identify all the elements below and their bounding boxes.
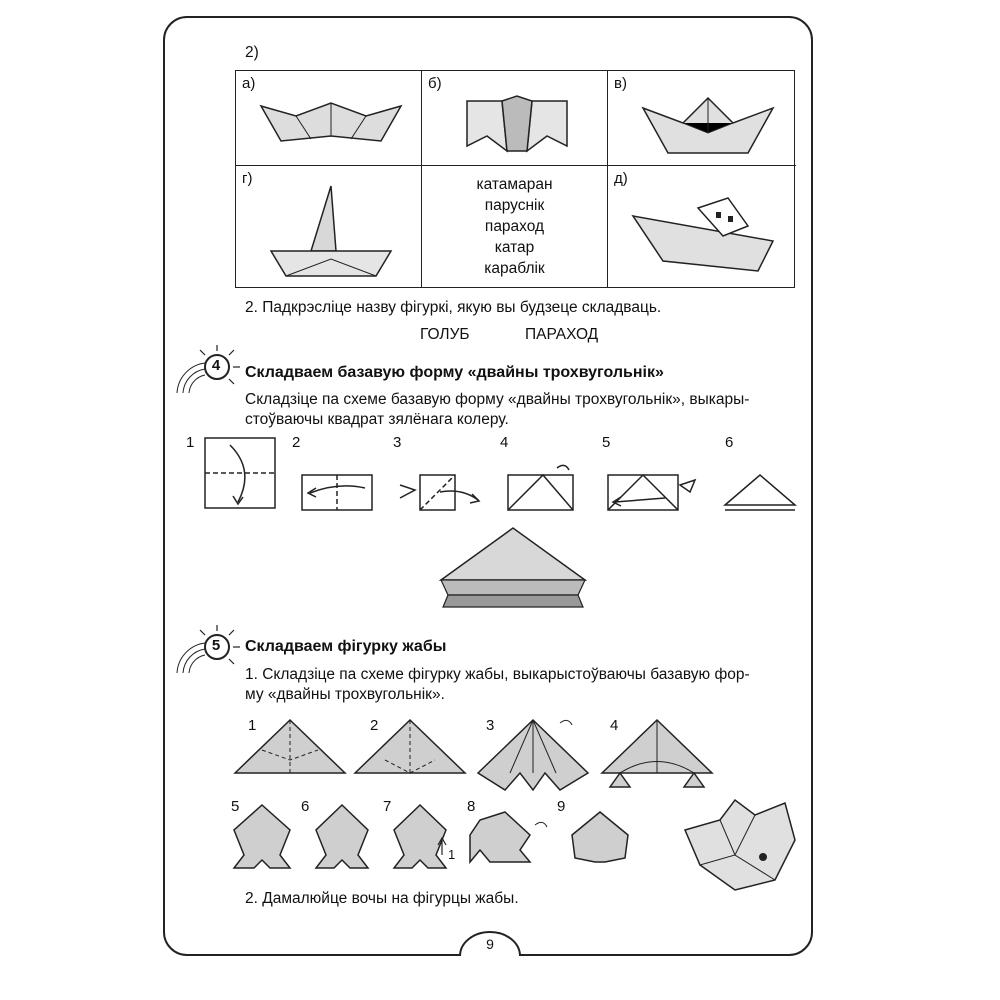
ship-image	[628, 186, 778, 276]
double-triangle-image	[438, 525, 588, 615]
name-item: паруснік	[484, 197, 545, 214]
cell-names	[422, 166, 608, 287]
sun-badge-icon	[175, 345, 243, 395]
cell-label: б)	[428, 75, 442, 92]
boat-table	[235, 70, 795, 288]
steamboat-image	[638, 93, 778, 158]
name-item: параход	[484, 218, 545, 235]
cell-label: а)	[242, 75, 256, 92]
step-number: 2	[370, 717, 379, 734]
cell-g	[236, 166, 422, 287]
fold-mark: 1	[448, 847, 456, 862]
section-number-badge: 4	[211, 357, 221, 374]
step-number: 8	[467, 798, 476, 815]
step-number: 4	[500, 434, 509, 451]
choice-dove: ГОЛУБ	[420, 326, 470, 343]
name-item: катамаран	[476, 176, 553, 193]
step-number: 6	[301, 798, 310, 815]
sailing-boat-image	[266, 181, 396, 281]
cell-label: д)	[614, 170, 628, 187]
underline-task: 2. Падкрэсліце назву фігуркі, якую вы будзеце складваць.	[245, 299, 662, 316]
instruction-line: Складзіце па схеме базавую форму «двайны трохвугольнік», выкары-	[245, 391, 750, 408]
section-title: Складваем базавую форму «двайны трохвугольнік»	[245, 364, 664, 381]
frog-steps-top-diagram	[0, 715, 1000, 795]
step-number: 1	[186, 434, 195, 451]
name-item: караблік	[484, 260, 545, 277]
frog-photo	[675, 795, 805, 895]
step-number: 5	[231, 798, 240, 815]
catamaran-image	[256, 91, 406, 161]
step-number: 3	[486, 717, 495, 734]
instruction-line: 1. Складзіце па схеме фігурку жабы, выкарыстоўваючы базавую фор-	[245, 666, 750, 683]
task-number: 2)	[245, 44, 259, 61]
step-number: 1	[248, 717, 257, 734]
cell-label: в)	[614, 75, 627, 92]
step-number: 9	[557, 798, 566, 815]
step-number: 3	[393, 434, 402, 451]
frog-steps-bottom-diagram	[0, 800, 1000, 880]
cell-b	[422, 71, 608, 166]
name-item: катар	[494, 239, 535, 256]
section-title: Складваем фігурку жабы	[245, 638, 447, 655]
step-number: 4	[610, 717, 619, 734]
cell-d	[608, 166, 796, 287]
base-form-diagram	[0, 430, 1000, 530]
step-number: 2	[292, 434, 301, 451]
draw-eyes-task: 2. Дамалюйце вочы на фігурцы жабы.	[245, 890, 519, 907]
choice-steamboat: ПАРАХОД	[525, 326, 599, 343]
cell-label: г)	[242, 170, 253, 187]
sun-badge-icon	[175, 625, 243, 675]
step-number: 7	[383, 798, 392, 815]
boat-names-list	[422, 174, 607, 279]
instruction-line: му «двайны трохвугольнік».	[245, 686, 445, 703]
instruction-line: стоўваючы квадрат зялёнага колеру.	[245, 411, 509, 428]
sailboat-image	[457, 91, 577, 161]
page-number: 9	[486, 936, 494, 952]
step-number: 6	[725, 434, 734, 451]
step-number: 5	[602, 434, 611, 451]
cell-v	[608, 71, 796, 166]
cell-a	[236, 71, 422, 166]
section-number-badge: 5	[211, 637, 221, 654]
